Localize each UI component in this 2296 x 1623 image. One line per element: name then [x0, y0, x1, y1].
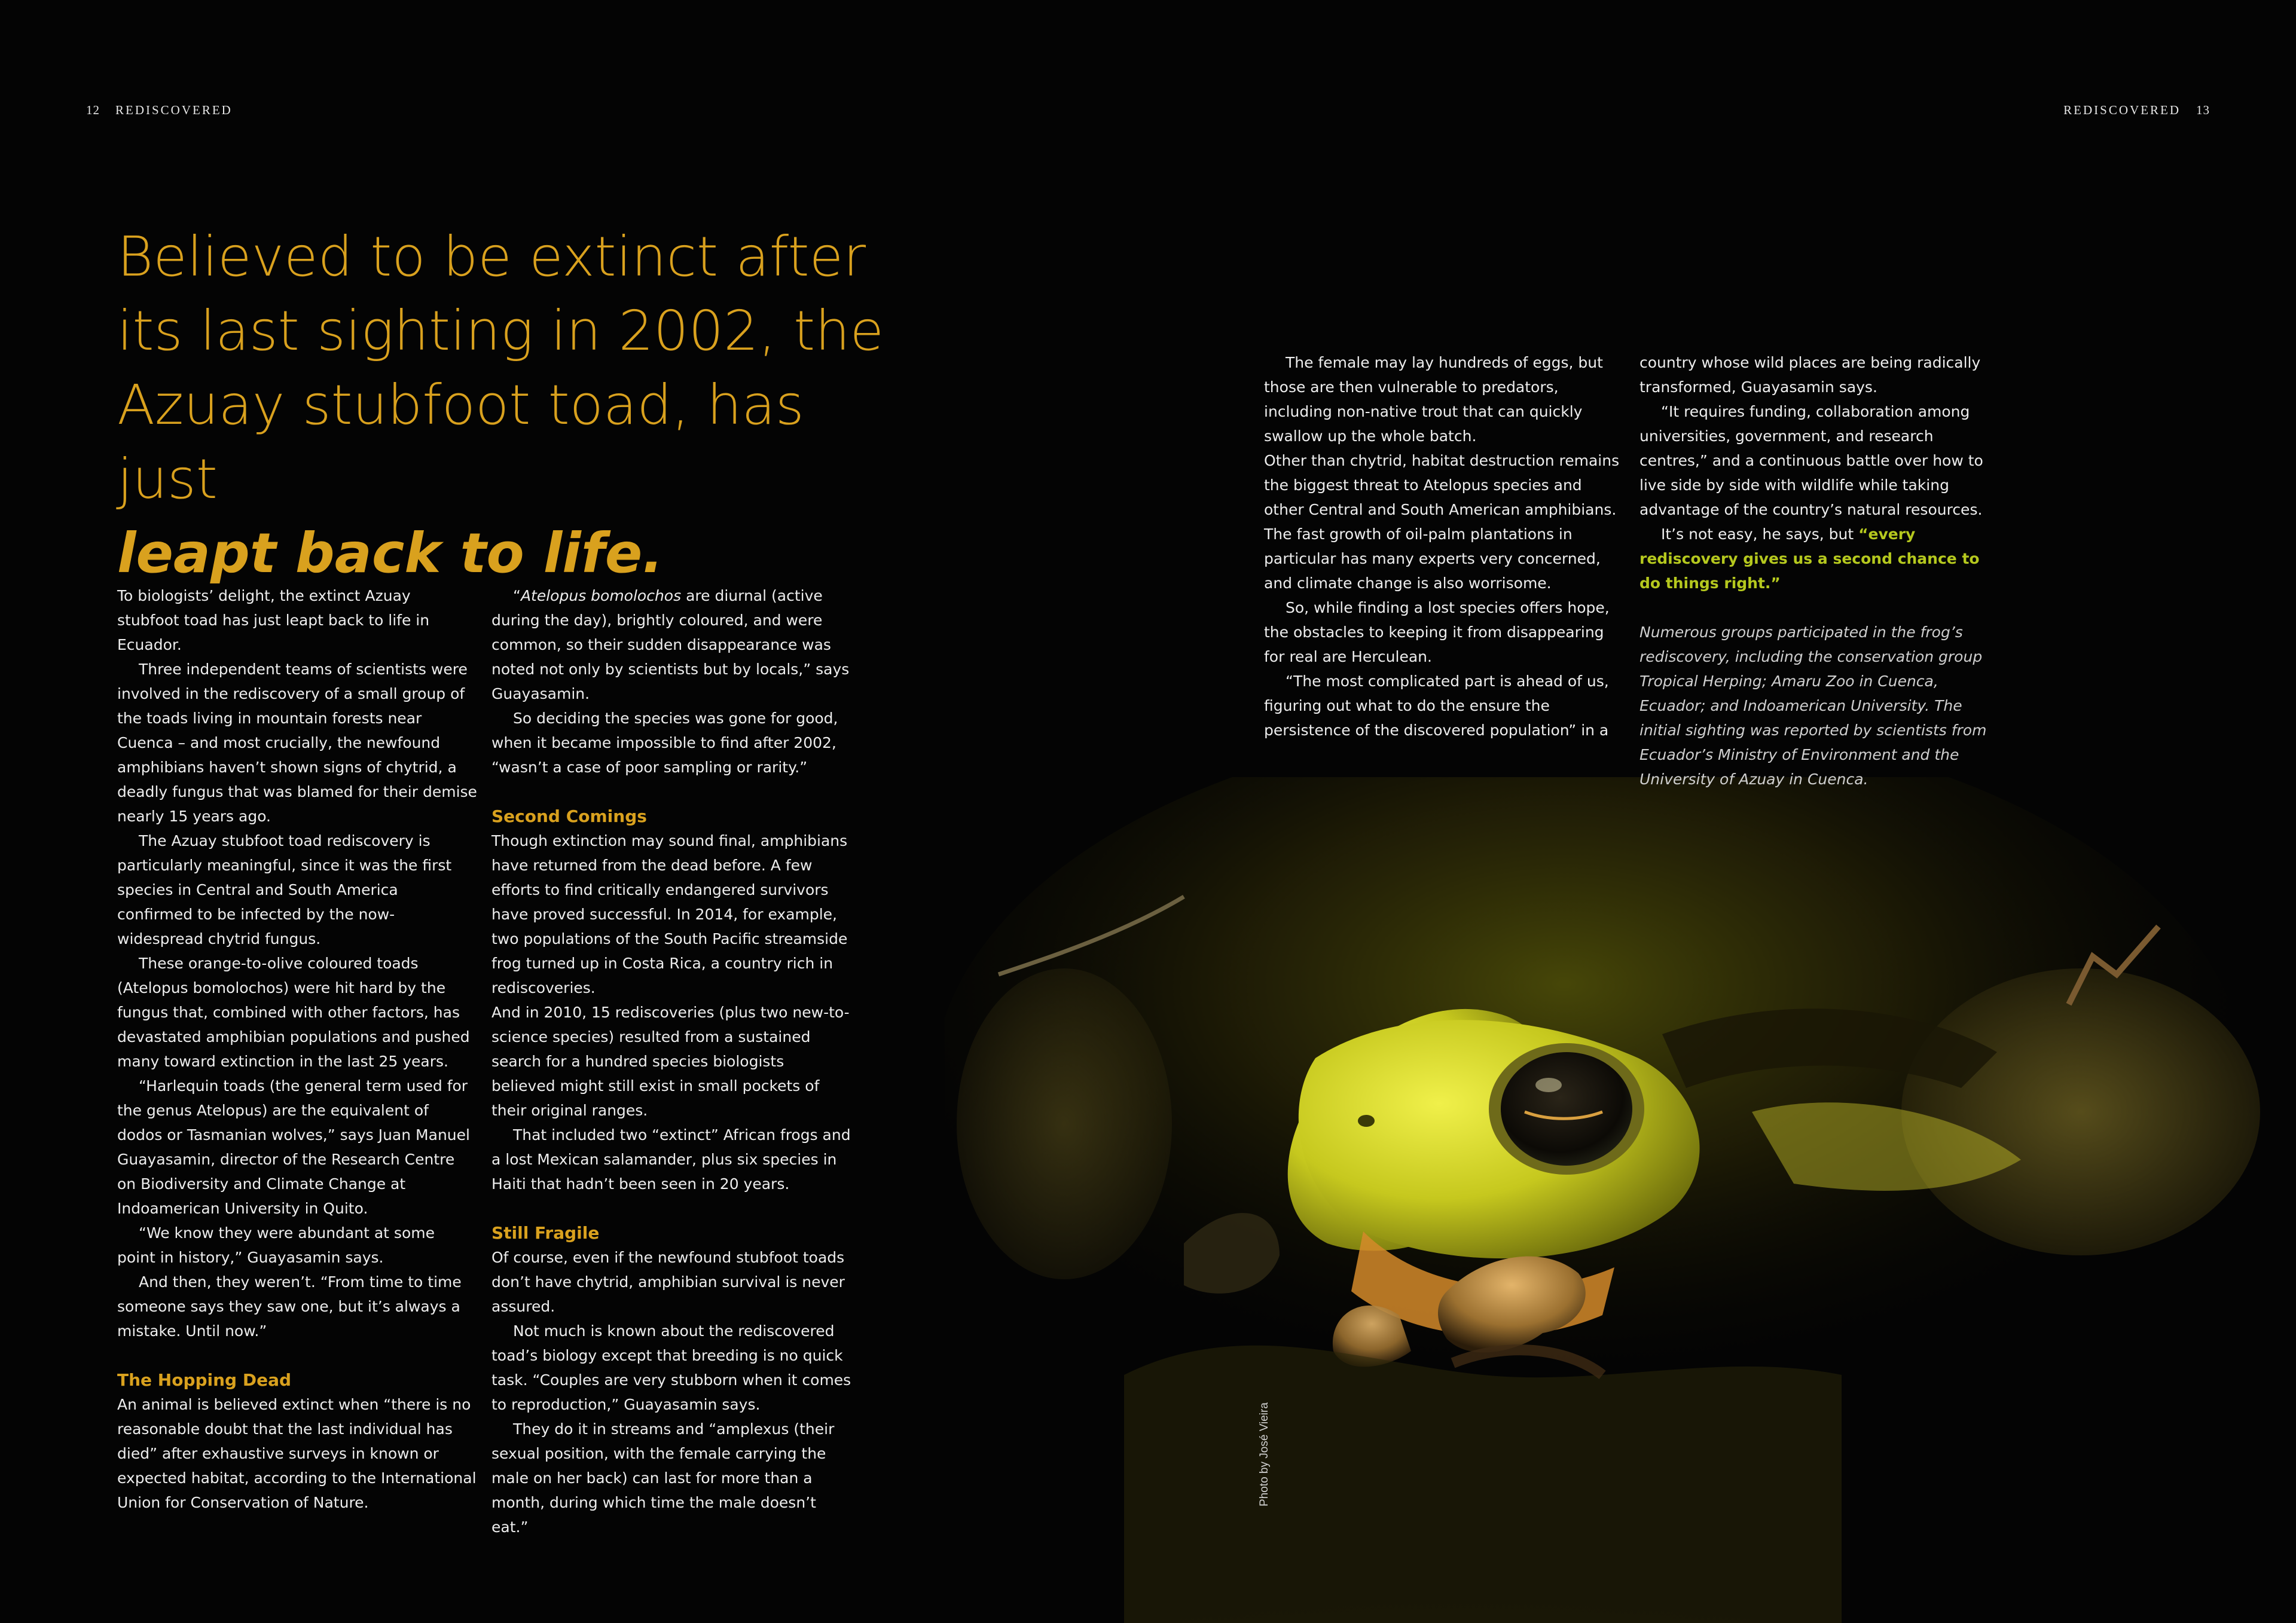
section-heading: The Hopping Dead	[117, 1370, 292, 1390]
section-label-right: REDISCOVERED	[2063, 103, 2181, 117]
body-paragraph: Other than chytrid, habitat destruction remains the biggest threat to Atelopus species and other Central and South American amphibians. The fast growth of oil-palm plantations in particular has many experts very concerned, and climate change is also worrisome.	[1264, 452, 1620, 592]
body-paragraph: “The most complicated part is ahead of us, figuring out what to do the ensure the persistence of the discovered population” in a	[1264, 673, 1609, 739]
folio-left	[86, 103, 233, 118]
headline-line: Believed to be extinct after	[117, 225, 866, 289]
frog-photo	[945, 777, 2296, 1623]
body-paragraph: So deciding the species was gone for good, when it became impossible to find after 2002, “wasn’t a case of poor sampling or rarity.”	[491, 710, 838, 776]
body-paragraph: An animal is believed extinct when “there is no reasonable doubt that the last individual has died” after exhaustive surveys in known or expected habitat, according to the International Union for Conservation of Nature.	[117, 1396, 477, 1511]
article-column-2	[491, 583, 851, 1539]
article-column-4	[1639, 350, 1999, 791]
page-number-left: 12	[86, 103, 100, 117]
section-heading: Second Comings	[491, 806, 647, 826]
body-paragraph: “We know they were abundant at some point in history,” Guayasamin says.	[117, 1224, 435, 1266]
credits-note: Numerous groups participated in the frog’s rediscovery, including the conservation group Tropical Herping; Amaru Zoo in Cuenca, Ecuador; and Indoamerican University. The initial sighting was reported by scientists from Ecuador’s Ministry of Environment and the University of Azuay in Cuenca.	[1639, 623, 1987, 788]
body-paragraph: To biologists’ delight, the extinct Azuay stubfoot toad has just leapt back to life in Ecuador.	[117, 587, 430, 653]
body-paragraph: Three independent teams of scientists were involved in the rediscovery of a small group of the toads living in mountain forests near Cuenca – and most crucially, the newfound amphibians haven’t shown signs of chytrid, a deadly fungus that was blamed for their demise nearly 15 years ago.	[117, 661, 477, 825]
body-paragraph: They do it in streams and “amplexus (their sexual position, with the female carrying the male on her back) can last for more than a month, during which time the male doesn’t eat.”	[491, 1420, 835, 1536]
body-paragraph: Of course, even if the newfound stubfoot toads don’t have chytrid, amphibian survival is never assured.	[491, 1249, 845, 1315]
article-column-1	[117, 583, 477, 1515]
headline-emphasis: leapt back to life.	[117, 521, 664, 585]
body-paragraph: And then, they weren’t. “From time to time someone says they saw one, but it’s always a mistake. Until now.”	[117, 1273, 462, 1340]
body-paragraph	[1639, 522, 1999, 595]
section-heading: Still Fragile	[491, 1223, 600, 1243]
body-text: are diurnal (active during the day), brightly coloured, and were common, so their sudden disappearance was noted not only by scientists but by locals,” says Guayasamin.	[491, 587, 850, 702]
body-paragraph: The Azuay stubfoot toad rediscovery is particularly meaningful, since it was the first species in Central and South America confirmed to be infected by the now-widespread chytrid fungus.	[117, 832, 452, 947]
body-paragraph: That included two “extinct” African frogs and a lost Mexican salamander, plus six species in Haiti that hadn’t been seen in 20 years.	[491, 1126, 851, 1193]
article-column-3	[1264, 350, 1624, 742]
body-text: It’s not easy, he says, but	[1661, 525, 1859, 543]
page-number-right: 13	[2196, 103, 2210, 117]
headline	[117, 220, 894, 591]
species-name: Atelopus bomolochos	[520, 587, 682, 604]
body-paragraph: And in 2010, 15 rediscoveries (plus two new-to-science species) resulted from a sustained search for a hundred species biologists believed might still exist in small pockets of their original ranges.	[491, 1004, 850, 1119]
photo-credit: Photo by José Vieira	[1258, 1402, 1271, 1506]
body-paragraph: The female may lay hundreds of eggs, but those are then vulnerable to predators, including non-native trout that can quickly swallow up the whole batch.	[1264, 354, 1603, 445]
headline-line: its last sighting in 2002, the	[117, 299, 884, 363]
body-paragraph: So, while finding a lost species offers hope, the obstacles to keeping it from disappearing for real are Herculean.	[1264, 599, 1610, 665]
body-paragraph: “Harlequin toads (the general term used for the genus Atelopus) are the equivalent of dodos or Tasmanian wolves,” says Juan Manuel Guayasamin, director of the Research Centre on Biodiversity and Climate Change at Indoamerican University in Quito.	[117, 1077, 470, 1217]
body-paragraph	[491, 583, 851, 706]
highlighted-quote: “every rediscovery gives us a second chance to do things right.”	[1639, 525, 1980, 592]
headline-line: Azuay stubfoot toad, has just	[117, 373, 804, 511]
body-paragraph: Though extinction may sound final, amphibians have returned from the dead before. A few efforts to find critically endangered survivors have proved successful. In 2014, for example, two populations of the South Pacific streamside frog turned up in Costa Rica, a country rich in rediscoveries.	[491, 832, 848, 997]
body-paragraph: “It requires funding, collaboration among universities, government, and research centres,” and a continuous battle over how to live side by side with wildlife while taking advantage of the country’s natural resources.	[1639, 403, 1983, 518]
open-quote: “	[513, 587, 521, 604]
folio-right	[2063, 103, 2210, 118]
body-paragraph: country whose wild places are being radically transformed, Guayasamin says.	[1639, 354, 1981, 396]
body-paragraph: Not much is known about the rediscovered toad’s biology except that breeding is no quick task. “Couples are very stubborn when it comes to reproduction,” Guayasamin says.	[491, 1322, 851, 1413]
body-paragraph: These orange-to-olive coloured toads (Atelopus bomolochos) were hit hard by the fungus that, combined with other factors, has devastated amphibian populations and pushed many toward extinction in the last 25 years.	[117, 955, 470, 1070]
section-label-left: REDISCOVERED	[115, 103, 233, 117]
